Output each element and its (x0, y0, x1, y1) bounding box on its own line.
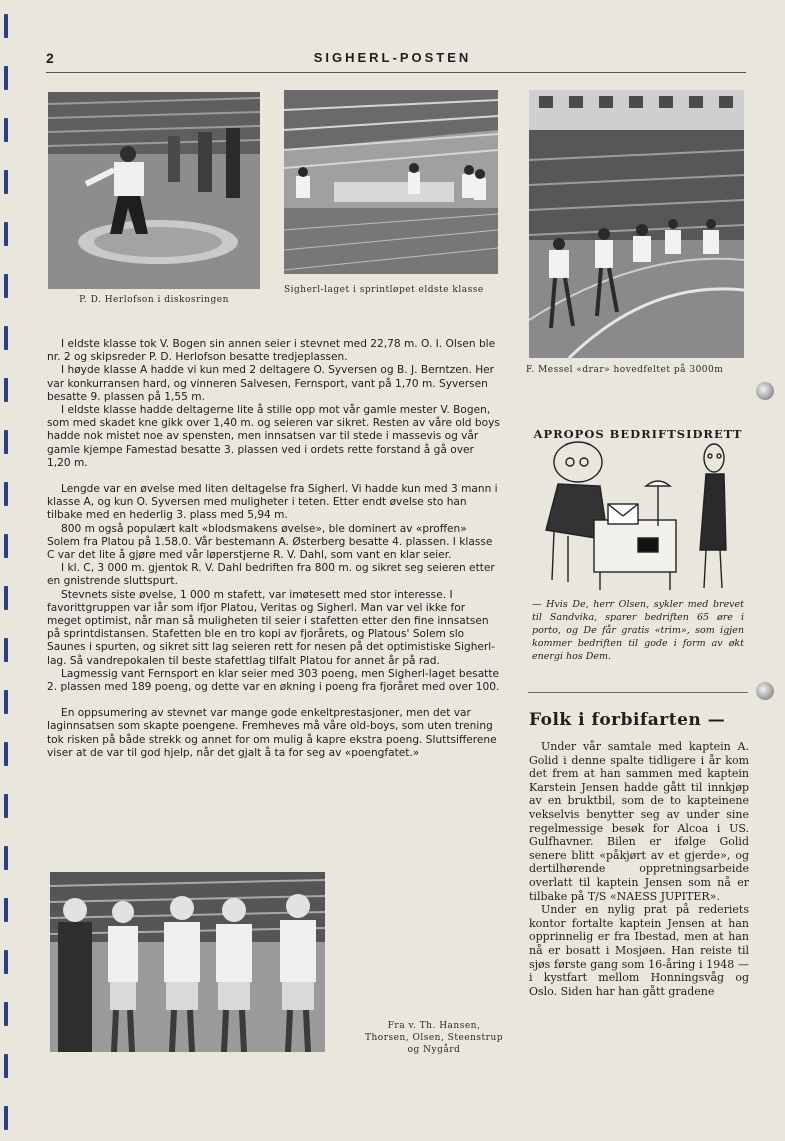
article-paragraph: I eldste klasse tok V. Bogen sin annen seier i stevnet med 22,78 m. O. I. Olsen ble nr. 2 og skipsreder P. D. Herlofson besatte tredjeplassen. (47, 338, 496, 364)
binding-mark (4, 482, 8, 506)
article-paragraph: I høyde klasse A hadde vi kun med 2 deltagere O. Syversen og B. J. Berntzen. Her var konkurransen hard, og vinneren Salvesen, Fernsport, vant på 1,70 m. Syversen besatte 9. plassen på 1,55 m. (47, 364, 495, 403)
binding-mark (4, 846, 8, 870)
punch-hole (756, 682, 774, 700)
masthead-title: SIGHERL-POSTEN (313, 50, 472, 65)
binding-mark (4, 534, 8, 558)
page-number: 2 (46, 50, 54, 66)
binding-mark (4, 118, 8, 142)
binding-mark (4, 222, 8, 246)
old-boys-caption: Fra v. Th. Hansen, Thorsen, Olsen, Steenstrup og Nygård (364, 1021, 504, 1055)
binding-mark (4, 638, 8, 662)
article-paragraph: Lengde var en øvelse med liten deltagelse fra Sigherl. Vi hadde kun med 3 mann i klasse A, og kun O. Syversen med muligheter i teten. Etter endt øvelse sto han tilbake med en hederlig 3. plass med 5,94 m. (47, 483, 498, 522)
article-body (47, 338, 500, 760)
binding-mark (4, 1106, 8, 1130)
binding-mark (4, 170, 8, 194)
old-boys-photo (50, 872, 325, 1052)
race-3000m-caption: F. Messel «drar» hovedfeltet på 3000m (526, 365, 724, 375)
binding-mark (4, 1054, 8, 1078)
article-paragraph: I eldste klasse hadde deltagerne lite å stille opp mot vår gamle mester V. Bogen, som med skadet kne gikk over 1,40 m. og seieren var sikret. Resten av våre old boys hadde nok mistet noe av spensten, men innsatsen var til stede i massevis og vår gamle kjempe Famestad besatte 3. plassen ved i ordets rette forstand å gå over 1,20 m. (47, 404, 500, 469)
discus-caption: P. D. Herlofson i diskosringen (79, 295, 229, 305)
binding-mark (4, 690, 8, 714)
folk-body (529, 740, 749, 998)
discus-photo (48, 92, 260, 289)
cartoon-caption: — Hvis De, herr Olsen, sykler med brevet til Sandvika, sparer bedriften 65 øre i porto, og De får gratis «trim», som igjen kommer bedriften til gode i form av økt energi hos Dem. (532, 599, 744, 662)
article-paragraph: I kl. C, 3 000 m. gjentok R. V. Dahl bedriften fra 800 m. og sikret seg seieren etter en gnistrende sluttspurt. (47, 562, 495, 588)
cartoon-illustration (538, 440, 750, 595)
punch-hole (756, 382, 774, 400)
binding-mark (4, 794, 8, 818)
binding-edge (0, 0, 14, 1141)
binding-mark (4, 430, 8, 454)
article-paragraph: 800 m også populært kalt «blodsmakens øvelse», ble dominert av «proffen» Solem fra Platou på 1.58.0. Vår bestemann A. Østerberg besatte 4. plassen. I klasse C var det lite å gjøre med vår løperstjerne R. V. Dahl, som vant en klar seier. (47, 522, 493, 562)
binding-mark (4, 742, 8, 766)
binding-mark (4, 14, 8, 38)
sprint-caption: Sigherl-laget i sprintløpet eldste klasse (284, 285, 484, 295)
column-divider (528, 692, 748, 693)
binding-mark (4, 274, 8, 298)
header-rule (46, 72, 746, 73)
folk-paragraph: Under vår samtale med kaptein A. Golid i denne spalte tidligere i år kom det frem at han sammen med kaptein Karstein Jensen hadde gått til innkjøp av en bruktbil, som de to kapteinene vekselvis benytter seg av under sine regelmessige besøk for Alcoa i US. Gulfhavner. Bilen er ifølge Golid senere blitt «påkjørt av et gjerde», og dertilhørende oppretningsarbeide overlatt til kaptein Jensen som nå er tilbake på T/S «NAESS JUPITER». (529, 740, 749, 903)
apropos-title: APROPOS BEDRIFTSIDRETT (533, 427, 743, 441)
race-3000m-photo (529, 90, 744, 358)
binding-mark (4, 950, 8, 974)
article-paragraph: Lagmessig vant Fernsport en klar seier med 303 poeng, men Sigherl-laget besatte 2. plassen med 189 poeng, og dette var en økning i poeng fra fjoråret med over 100. (47, 667, 500, 694)
binding-mark (4, 586, 8, 610)
sprint-photo (284, 90, 498, 274)
binding-mark (4, 66, 8, 90)
article-paragraph: En oppsumering av stevnet var mange gode enkeltprestasjoner, men det var laginnsatsen som skapte poengene. Fremheves må våre old-boys, som uten trening tok risken på både strekk og annet for om mulig å kapre ekstra poeng. Sluttsifferene viser at de var til god hjelp, når det gjalt å ta for seg av «poengfatet.» (47, 707, 497, 759)
binding-mark (4, 378, 8, 402)
binding-mark (4, 1002, 8, 1026)
binding-mark (4, 326, 8, 350)
folk-heading: Folk i forbifarten — (529, 710, 726, 730)
folk-paragraph: Under en nylig prat på rederiets kontor fortalte kaptein Jensen at han opprinnelig er fra Ibestad, men at han nå er bosatt i Mosjøen. Han reiste til sjøs første gang som 16-åring i 1948 — i kystfart mellom Honningsvåg og Oslo. Siden har han gått gradene (529, 903, 749, 998)
binding-mark (4, 898, 8, 922)
article-paragraph: Stevnets siste øvelse, 1 000 m stafett, var imøtesett med stor interesse. I favorittgruppen var iår som ifjor Platou, Veritas og Sigherl. Man var vel ikke for meget optimist, når man så muligheten til seier i stafetten etter den fine innsatsen på sprintdistansen. Stafetten ble en tro kopi av fjorårets, og Platous' Solem slo Saunes i spurten, og sikret sitt lag seieren rett for nesen på det optimistiske Sigherl-lag. Så vandrepokalen til beste stafettlag tilfalt Platou for annet år på rad. (47, 588, 496, 667)
